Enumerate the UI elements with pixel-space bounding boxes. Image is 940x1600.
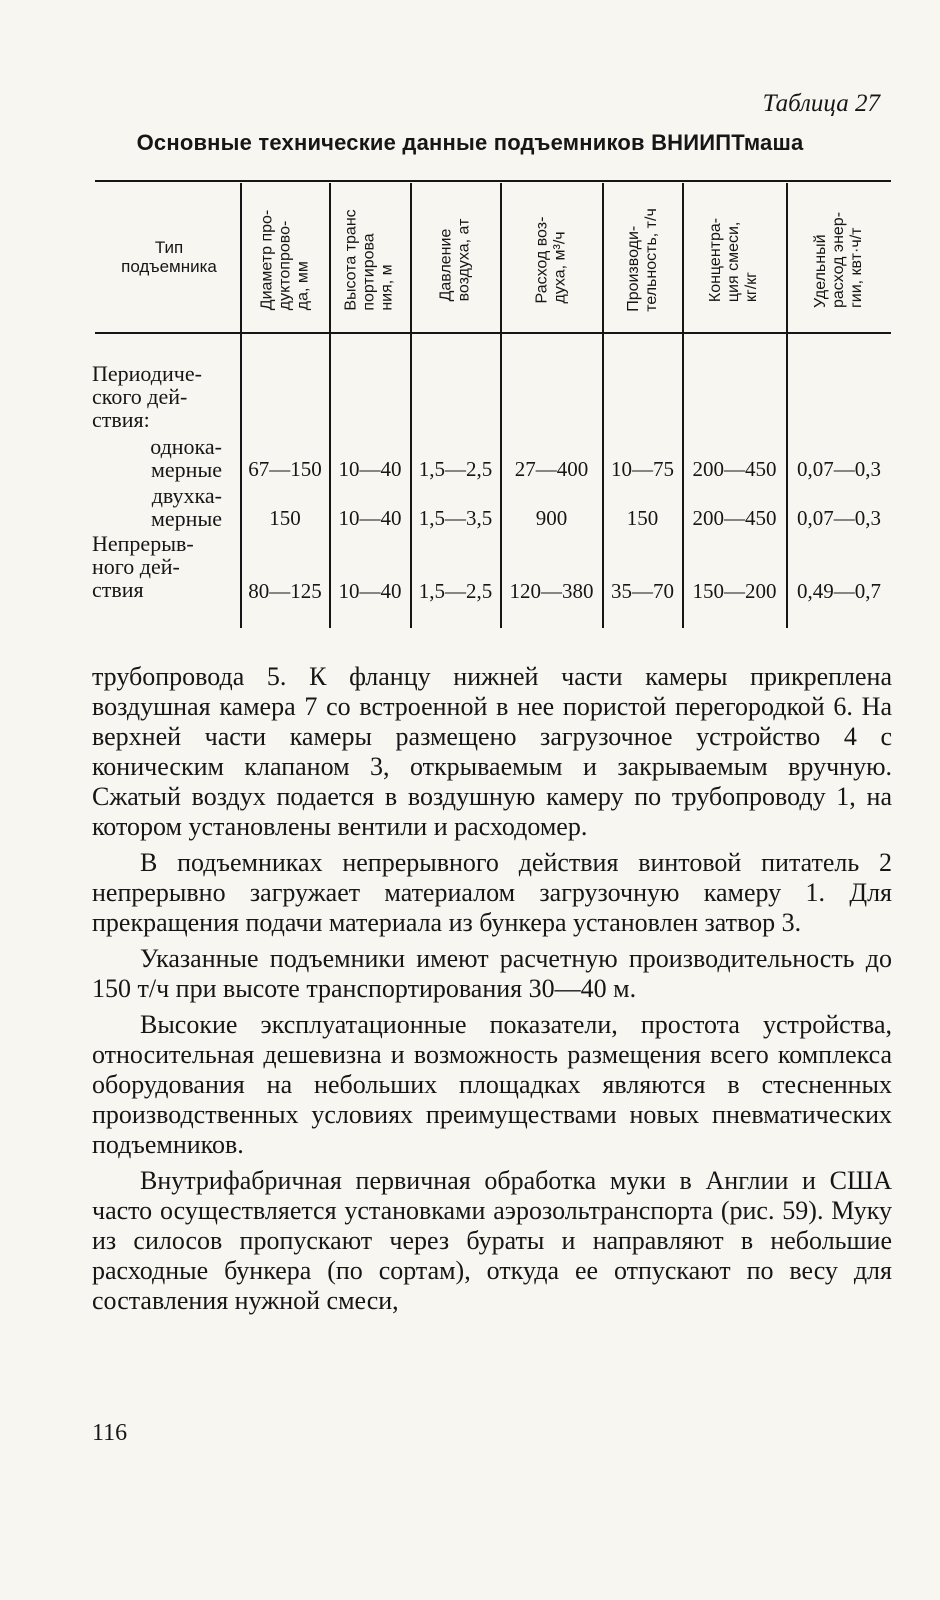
header-line: да, мм: [294, 260, 311, 310]
table-cell: 200—450: [692, 457, 777, 481]
row-label-line: Периодиче-: [92, 361, 202, 386]
paragraph: В подъемниках непрерывного действия винтовой питатель 2 непрерывно загружает материалом загрузочную камеру 1. Для прекращения подачи материала из бункера установлен затвор 3.: [92, 848, 892, 937]
header-diameter: [241, 187, 329, 332]
header-line: расход энер-: [829, 211, 847, 308]
header-line: Концентра-: [707, 217, 725, 302]
table-cell: 120—380: [509, 579, 594, 603]
body-text: [92, 662, 892, 1322]
row-label-line: ствия: [92, 577, 144, 602]
table-cell: 0,49—0,7: [797, 579, 881, 603]
header-type: [95, 238, 243, 276]
row-label-line: ского дей-: [92, 384, 188, 409]
page-number: 116: [92, 1420, 128, 1446]
row-label-line: двухка-: [151, 483, 222, 508]
table-cell: 0,07—0,3: [797, 506, 881, 530]
header-type-line: Тип: [154, 238, 184, 257]
header-line: воздуха, ат: [455, 218, 473, 301]
row-label-line: мерные: [150, 457, 222, 482]
header-line: ния, м: [379, 263, 397, 311]
header-type-line: подъемника: [121, 257, 217, 276]
header-concentration: [683, 187, 786, 332]
row-label-line: мерные: [150, 506, 222, 531]
header-height: [330, 187, 410, 332]
row-label-continuous: [92, 532, 238, 601]
header-line: Производи-: [624, 225, 642, 312]
table-cell: 1,5—3,5: [418, 506, 493, 530]
table-cell: 200—450: [692, 506, 777, 530]
header-capacity: [603, 187, 682, 332]
header-line: Давление: [437, 228, 455, 301]
header-air-flow: [501, 187, 602, 332]
table-cell: 35—70: [611, 579, 674, 603]
table-top-rule: [95, 180, 891, 182]
header-line: дуктопрово-: [276, 220, 293, 310]
header-line: духа, м³/ч: [551, 230, 569, 303]
table-cell: 150: [269, 506, 301, 530]
table-title: Основные технические данные подъемников ВНИИПТмаша: [136, 130, 804, 155]
table-cell: 67—150: [248, 457, 322, 481]
table-header-rule: [95, 332, 891, 334]
table-cell: 27—400: [514, 457, 589, 481]
header-line: гии, квт·ч/т: [847, 227, 865, 308]
paragraph: Высокие эксплуатационные показатели, простота устройства, относительная дешевизна и возможность размещения всего комплекса оборудования на небольших площадках являются в стесненных производственных условиях преимуществами новых пневматических подъемников.: [92, 1010, 892, 1159]
header-pressure: [411, 187, 500, 332]
table-cell: 900: [535, 506, 568, 530]
header-line: Диаметр про-: [258, 209, 275, 310]
row-label-line: ствия:: [92, 407, 150, 432]
group-label-periodic: [92, 362, 238, 431]
paragraph: Внутрифабричная первичная обработка муки в Англии и США часто осуществляется установками аэрозольтранспорта (рис. 59). Муку из силосов пропускают через бураты и направляют в небольшие расходные бункера (по сортам), откуда ее отпускают по весу для составления нужной смеси,: [92, 1166, 892, 1315]
row-label-single-chamber: [92, 435, 222, 481]
table-cell: 150: [626, 506, 659, 530]
table-cell: 80—125: [248, 579, 322, 603]
table-caption: Таблица 27: [762, 90, 880, 117]
paragraph: Указанные подъемники имеют расчетную производительность до 150 т/ч при высоте транспортирования 30—40 м.: [92, 944, 892, 1003]
header-line: Высота транс: [343, 208, 361, 311]
table-cell: 10—40: [338, 579, 402, 603]
table-cell: 0,07—0,3: [797, 457, 881, 481]
table-cell: 10—40: [338, 457, 402, 481]
row-label-line: однока-: [150, 434, 222, 459]
header-line: ция смеси,: [725, 221, 743, 302]
header-line: Удельный: [811, 233, 829, 308]
table-cell: 150—200: [692, 579, 777, 603]
header-line: Расход воз-: [533, 216, 551, 303]
row-label-line: Непрерыв-: [92, 531, 194, 556]
header-energy: [787, 187, 891, 332]
table-cell: 1,5—2,5: [418, 457, 493, 481]
table-cell: 10—40: [338, 506, 402, 530]
row-label-double-chamber: [92, 484, 222, 530]
row-label-line: ного дей-: [92, 554, 180, 579]
header-line: портирова: [361, 232, 379, 311]
table-cell: 1,5—2,5: [418, 579, 493, 603]
paragraph: трубопровода 5. К фланцу нижней части камеры прикреплена воздушная камера 7 со встроенной в нее пористой перегородкой 6. На верхней части камеры размещено загрузочное устройство 4 с коническим клапаном 3, открываемым и закрываемым вручную. Сжатый воздух подается в воздушную камеру по трубопроводу 1, на котором установлены вентили и расходомер.: [92, 662, 892, 841]
table-cell: 10—75: [611, 457, 674, 481]
header-line: тельность, т/ч: [642, 207, 660, 312]
header-line: кг/кг: [743, 271, 761, 302]
